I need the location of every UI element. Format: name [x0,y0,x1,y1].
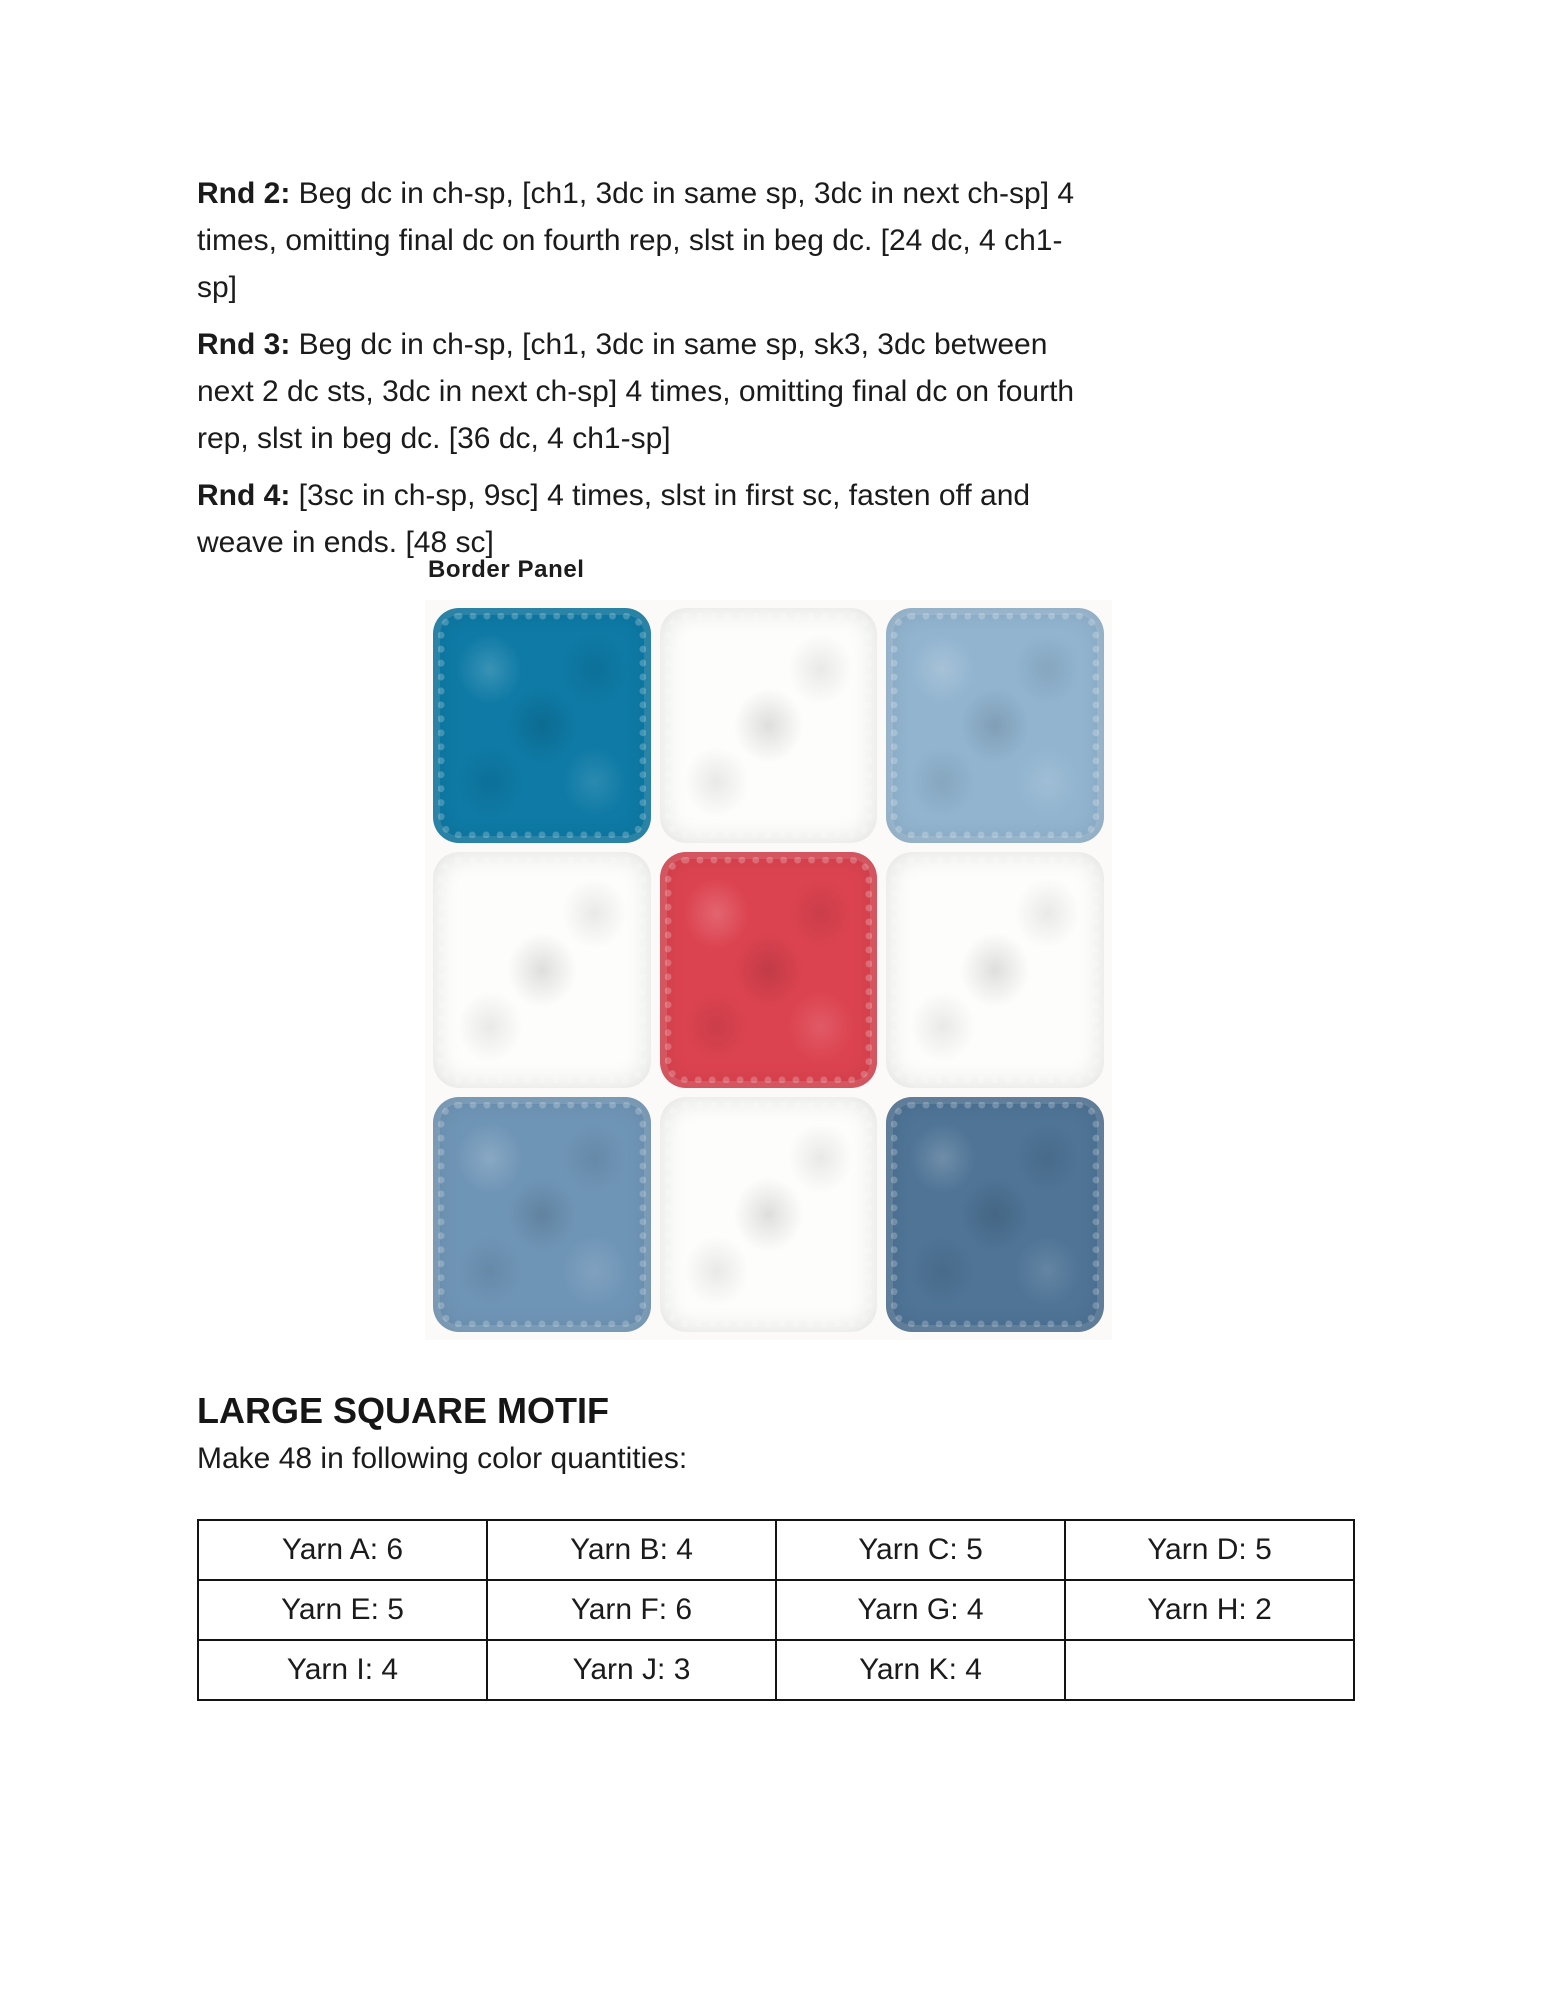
granny-square-white [660,608,878,843]
section-title: LARGE SQUARE MOTIF [197,1390,609,1431]
round-4-paragraph [197,472,1092,566]
yarn-cell-k: Yarn K: 4 [776,1640,1065,1700]
granny-square-light-blue [886,608,1104,843]
round-4-label: Rnd 4: [197,479,291,512]
yarn-cell-e: Yarn E: 5 [198,1580,487,1640]
figure-caption: Border Panel [428,556,585,583]
yarn-cell-i: Yarn I: 4 [198,1640,487,1700]
yarn-quantity-table [197,1519,1355,1701]
yarn-cell-b: Yarn B: 4 [487,1520,776,1580]
yarn-cell-a: Yarn A: 6 [198,1520,487,1580]
round-2-text: Beg dc in ch-sp, [ch1, 3dc in same sp, 3dc in next ch-sp] 4 times, omitting final dc on fourth rep, slst in beg dc. [24 dc, 4 ch1-sp] [197,177,1075,304]
round-2-paragraph [197,170,1092,311]
round-2-label: Rnd 2: [197,177,291,210]
granny-square-dark-blue [886,1097,1104,1332]
round-3-paragraph [197,321,1092,462]
round-3-label: Rnd 3: [197,328,291,361]
round-3-text: Beg dc in ch-sp, [ch1, 3dc in same sp, sk3, 3dc between next 2 dc sts, 3dc in next ch-sp] 4 times, omitting final dc on fourth rep, slst in beg dc. [36 dc, 4 ch1-sp] [197,328,1075,455]
yarn-cell-c: Yarn C: 5 [776,1520,1065,1580]
table-row [198,1640,1354,1700]
yarn-cell-h: Yarn H: 2 [1065,1580,1354,1640]
table-row [198,1580,1354,1640]
granny-square-white [433,852,651,1087]
yarn-cell-empty [1065,1640,1354,1700]
yarn-cell-d: Yarn D: 5 [1065,1520,1354,1580]
yarn-cell-f: Yarn F: 6 [487,1580,776,1640]
section-subtitle: Make 48 in following color quantities: [197,1442,688,1475]
granny-square-white [886,852,1104,1087]
granny-square-teal [433,608,651,843]
granny-square-red [660,852,878,1087]
border-panel-photo [425,600,1112,1340]
round-4-text: [3sc in ch-sp, 9sc] 4 times, slst in first sc, fasten off and weave in ends. [48 sc] [197,479,1031,559]
granny-square-medium-blue [433,1097,651,1332]
yarn-cell-g: Yarn G: 4 [776,1580,1065,1640]
table-row [198,1520,1354,1580]
yarn-cell-j: Yarn J: 3 [487,1640,776,1700]
pattern-instructions [197,170,1092,576]
granny-square-white [660,1097,878,1332]
